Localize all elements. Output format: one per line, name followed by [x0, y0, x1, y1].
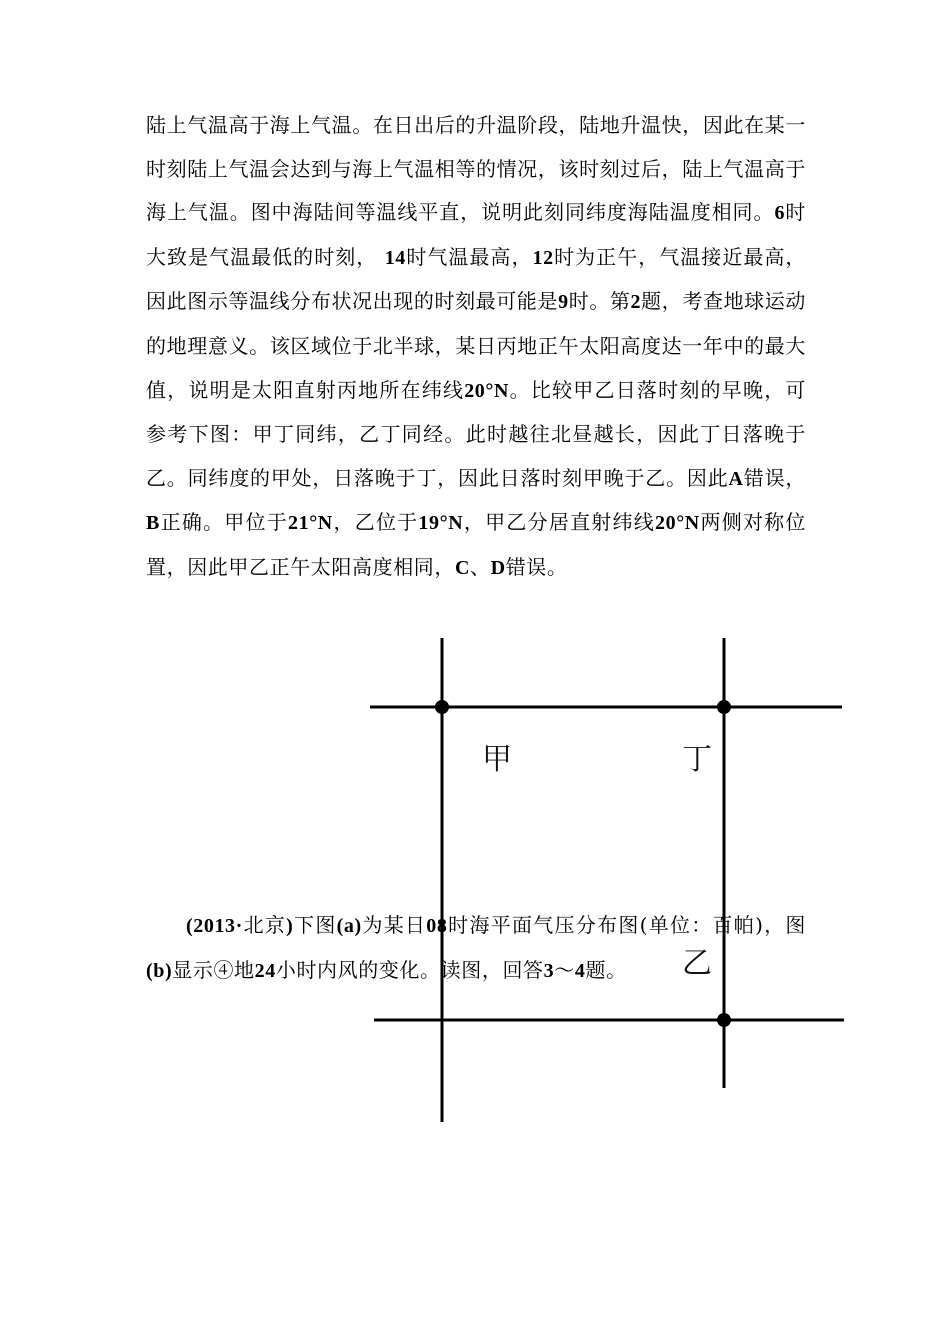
- text-run: 时海平面气压分布图(单位：百帕)，图: [447, 913, 807, 937]
- grid-lines: [360, 630, 850, 1130]
- text-run: 显示④地: [172, 957, 255, 982]
- text-run: 。比较甲乙日落时刻的早晚，可参考下图：甲丁同纬，乙丁同经。此时越往北昼越长，因此丁日落晚于乙。同纬度的甲处，日落晚于丁，因此日落时刻甲晚于乙。因此: [146, 377, 806, 490]
- text-run: 错误，: [743, 465, 806, 490]
- bold-text-run: (2013·: [186, 915, 243, 937]
- point-label-yi: 乙: [682, 946, 712, 981]
- bold-text-run: 12: [532, 246, 554, 269]
- bold-text-run: 20°N: [464, 379, 510, 402]
- bold-text-run: B: [146, 512, 160, 535]
- text-run: 题。: [585, 957, 627, 982]
- text-run: 北京: [242, 913, 287, 937]
- bold-text-run: 6: [774, 202, 786, 225]
- bold-text-run: C: [455, 556, 471, 579]
- bold-text-run: A: [728, 467, 744, 490]
- text-run: 、: [470, 554, 491, 579]
- text-run: 错误。: [505, 554, 568, 579]
- text-run: 时气温最高，: [405, 244, 533, 269]
- bold-text-run: 9: [558, 291, 569, 314]
- bold-text-run: 20°N: [655, 512, 700, 535]
- text-run: 为某日: [361, 913, 427, 937]
- text-run: 小时内风的变化。读图，回答: [275, 957, 544, 982]
- latitude-longitude-grid-figure: [360, 630, 850, 1130]
- text-run: 题，考查地球运动的地理意义。该区域位于北半球，某日丙地正午太阳高度达一年中的最大值，说明是太阳直射丙地所在纬线: [146, 289, 806, 402]
- intersection-dot-ding: [717, 700, 731, 714]
- text-run: 两侧对称位置，因此甲乙正午太阳高度相同，: [146, 510, 807, 579]
- intersection-dot-jia: [435, 700, 449, 714]
- bold-text-run: 2: [630, 291, 642, 314]
- bold-text-run: (b): [146, 959, 173, 982]
- bold-text-run: 19°N: [418, 512, 464, 535]
- bold-text-run: 4: [574, 959, 586, 982]
- text-run: ，甲乙分居直射纬线: [463, 510, 655, 535]
- text-run: 陆上气温高于海上气温。在日出后的升温阶段，陆地升温快，因此在某一时刻陆上气温会达到与海上气温相等的情况，该时刻过后，陆上气温高于海上气温。图中海陆间等温线平直，说明此刻同纬度海陆温度相同。: [146, 113, 806, 225]
- text-run: 时。第: [568, 289, 631, 314]
- bold-text-run: 21°N: [288, 512, 333, 535]
- question-intro-paragraph: [146, 904, 806, 993]
- bold-text-run: 3: [543, 959, 555, 982]
- bold-text-run: (a): [336, 915, 362, 937]
- point-label-jia: 甲: [482, 742, 512, 777]
- text-run: ，乙位于: [332, 510, 419, 535]
- text-run: 时大致是气温最低的时刻，: [146, 200, 806, 269]
- bold-text-run: D: [490, 556, 506, 579]
- text-run: 时为正午，气温接近最高，因此图示等温线分布状况出现的时刻最可能是: [146, 244, 807, 314]
- text-run: 下图: [293, 913, 337, 937]
- intersection-dot-yi: [717, 1013, 731, 1027]
- bold-text-run: 24: [254, 959, 276, 982]
- text-run: ～: [554, 957, 575, 982]
- text-run: 正确。甲位于: [159, 510, 288, 535]
- bold-text-run: 08: [426, 915, 448, 937]
- point-label-ding: 丁: [682, 742, 712, 777]
- bold-text-run: 14: [384, 246, 406, 269]
- explanation-paragraph: [146, 104, 806, 591]
- bold-text-run: ): [286, 915, 294, 937]
